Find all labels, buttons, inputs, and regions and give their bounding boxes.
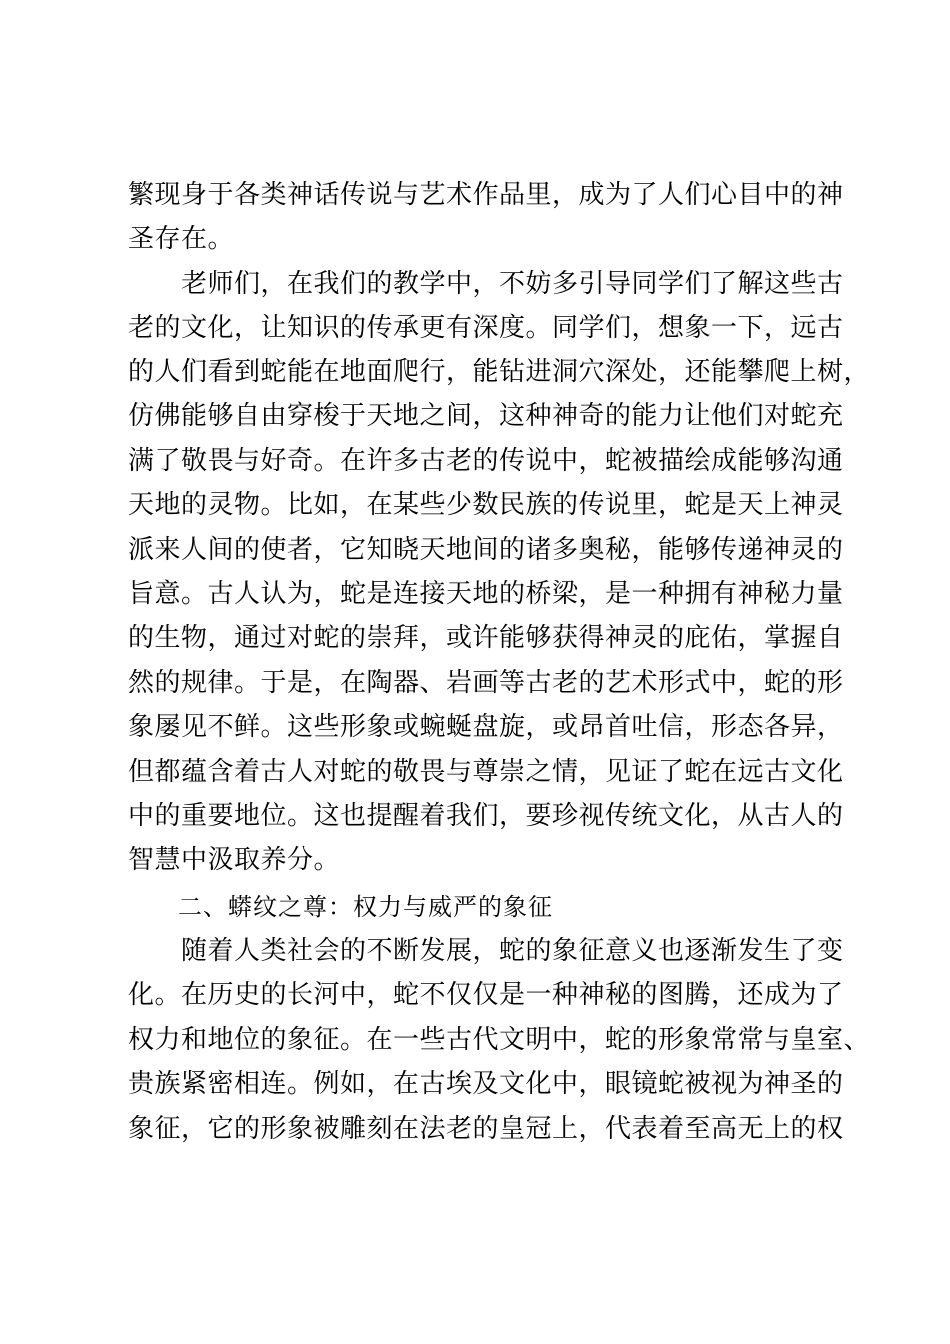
text-line: 天地的灵物。比如，在某些少数民族的传说里，蛇是天上神灵 (128, 490, 844, 520)
text-line: 老师们，在我们的教学中，不妨多引导同学们了解这些古 (128, 269, 844, 299)
text-line: 的生物，通过对蛇的崇拜，或许能够获得神灵的庇佑，掌握自 (128, 623, 844, 653)
text-line: 仿佛能够自由穿梭于天地之间，这种神奇的能力让他们对蛇充 (128, 401, 844, 431)
text-line: 圣存在。 (128, 224, 235, 254)
text-line: 象屡见不鲜。这些形象或蜿蜒盘旋，或昂首吐信，形态各异， (128, 712, 844, 742)
text-line: 中的重要地位。这也提醒着我们，要珍视传统文化，从古人的 (128, 801, 844, 831)
text-line: 然的规律。于是，在陶器、岩画等古老的艺术形式中，蛇的形 (128, 668, 844, 698)
text-line: 老的文化，让知识的传承更有深度。同学们，想象一下，远古 (128, 313, 844, 343)
text-line: 但都蕴含着古人对蛇的敬畏与尊崇之情，见证了蛇在远古文化 (128, 757, 844, 787)
text-line: 满了敬畏与好奇。在许多古老的传说中，蛇被描绘成能够沟通 (128, 446, 844, 476)
text-line: 权力和地位的象征。在一些古代文明中，蛇的形象常常与皇室、 (128, 1025, 871, 1055)
text-line: 的人们看到蛇能在地面爬行，能钻进洞穴深处，还能攀爬上树， (128, 357, 871, 387)
text-line: 化。在历史的长河中，蛇不仅仅是一种神秘的图腾，还成为了 (128, 980, 844, 1010)
section-heading: 二、蟒纹之尊：权力与威严的象征 (128, 893, 553, 921)
text-line: 繁现身于各类神话传说与艺术作品里，成为了人们心目中的神 (128, 180, 844, 210)
text-line: 智慧中汲取养分。 (128, 845, 341, 875)
text-line: 随着人类社会的不断发展，蛇的象征意义也逐渐发生了变 (128, 936, 844, 966)
text-line: 象征，它的形象被雕刻在法老的皇冠上，代表着至高无上的权 (128, 1114, 844, 1144)
text-line: 贵族紧密相连。例如，在古埃及文化中，眼镜蛇被视为神圣的 (128, 1069, 844, 1099)
text-line: 旨意。古人认为，蛇是连接天地的桥梁，是一种拥有神秘力量 (128, 579, 844, 609)
text-line: 派来人间的使者，它知晓天地间的诸多奥秘，能够传递神灵的 (128, 535, 844, 565)
